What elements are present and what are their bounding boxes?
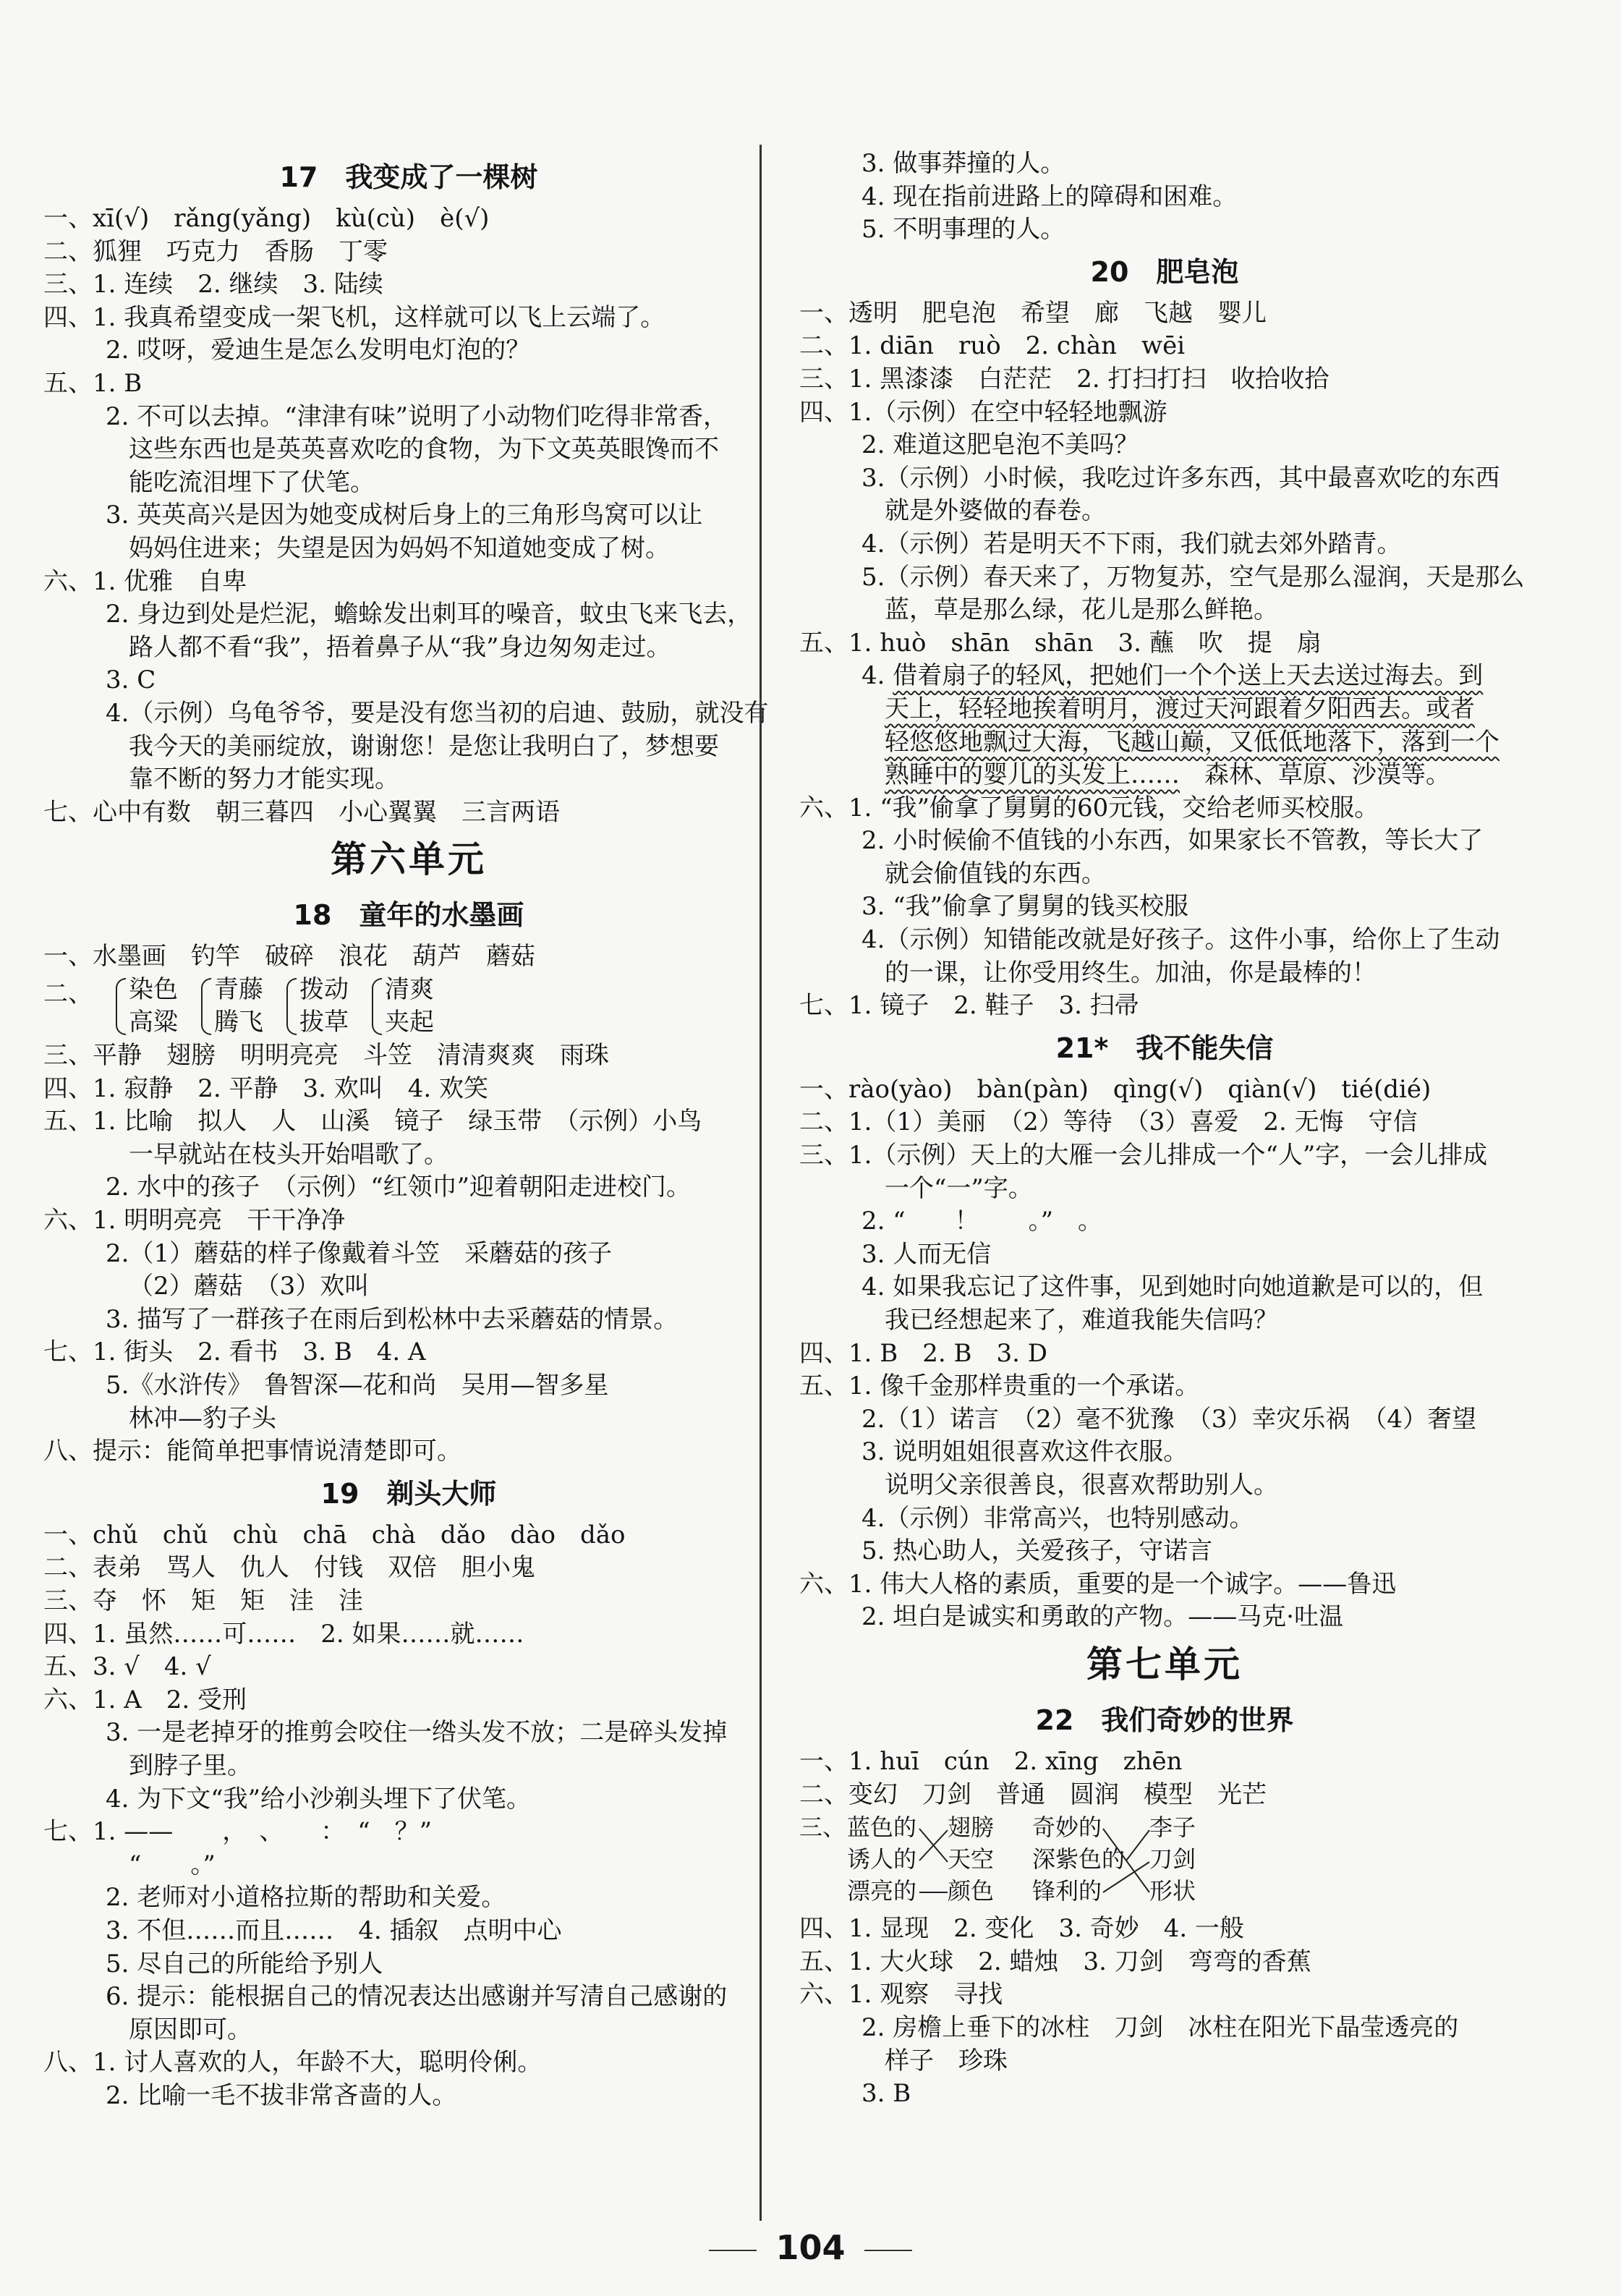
- unit-title: 第六单元: [331, 838, 487, 881]
- answer-text: 一、chǔ chǔ chù chā chà dǎo dào dǎo: [43, 1520, 626, 1549]
- answer-line: [799, 528, 1530, 561]
- answer-text: 3. 一是老掉牙的推剪会咬住一绺头发不放；二是碎头发掉: [106, 1718, 728, 1748]
- wavy-underlined-text: 借着扇子的轻风，把她们一个个送上天去送过海去。到: [893, 661, 1484, 691]
- answer-text: 二、变幻 刀剑 普通 圆润 模型 光芒: [799, 1780, 1267, 1809]
- answer-line: [43, 302, 774, 335]
- page-number: 104: [775, 2228, 846, 2267]
- match-word: 形状: [1149, 1877, 1196, 1905]
- answer-line: [43, 1204, 774, 1238]
- answer-text: 样子 珍珠: [885, 2046, 1008, 2075]
- answer-line: [799, 363, 1530, 396]
- answer-line: [43, 1403, 774, 1436]
- answer-line: [799, 495, 1530, 528]
- answer-text: 3. 英英高兴是因为她变成树后身上的三角形鸟窝可以让: [106, 501, 703, 530]
- answer-text: 原因即可。: [129, 2015, 252, 2044]
- answer-text: 七、心中有数 朝三暮四 小心翼翼 三言两语: [43, 797, 560, 827]
- answer-line: [43, 1304, 774, 1337]
- answer-line: [43, 1105, 774, 1139]
- answer-text: 蓝，草是那么绿，花儿是那么鲜艳。: [885, 595, 1278, 625]
- answer-text: 4. 现在指前进路上的障碍和困难。: [861, 182, 1238, 211]
- answer-line: [43, 1915, 774, 1948]
- answer-text: 二、表弟 骂人 仇人 付钱 双倍 胆小鬼: [43, 1553, 535, 1583]
- match-line: [1103, 1862, 1149, 1892]
- answer-line: [43, 1171, 774, 1204]
- section-title: 22 我们奇妙的世界: [1035, 1704, 1294, 1736]
- answer-text: 我已经想起来了，难道我能失信吗？: [885, 1306, 1278, 1335]
- word-group-item: 拔草: [299, 1008, 349, 1037]
- unit-title: 第七单元: [1086, 1643, 1243, 1685]
- answer-line: [43, 566, 774, 599]
- answer-text: 路人都不看“我”，捂着鼻子从“我”身边匆匆走过。: [129, 632, 671, 662]
- answer-line: [43, 334, 774, 367]
- match-word: 漂亮的: [847, 1877, 917, 1905]
- answer-line: [43, 1139, 774, 1172]
- answer-line: [799, 990, 1530, 1023]
- answer-text: 3. 不但……而且…… 4. 插叙 点明中心: [106, 1916, 562, 1945]
- answer-line: [43, 532, 774, 566]
- answer-text: 五、1. huò shān shān 3. 蘸 吹 提 扇: [799, 628, 1322, 658]
- wavy-underlined-text: 天上，轻轻地挨着明月，渡过天河跟着夕阳西去。或者: [885, 694, 1475, 723]
- answer-line: [43, 1039, 774, 1073]
- answer-line: [43, 401, 774, 434]
- answer-line: [799, 1436, 1530, 1469]
- answer-text: 3. 人而无信: [861, 1239, 992, 1269]
- answer-text: 七、1. 街头 2. 看书 3. B 4. A: [43, 1338, 426, 1367]
- answer-text: 4.（示例）非常高兴，也特别感动。: [861, 1503, 1254, 1533]
- answer-text: 六、1. 明明亮亮 干干净净: [43, 1206, 346, 1236]
- answer-line: [799, 924, 1530, 957]
- answer-text: 2. 坦白是诚实和勇敢的产物。——马克·吐温: [861, 1602, 1344, 1632]
- answer-line: [799, 2012, 1530, 2045]
- column-divider: [760, 145, 762, 2221]
- answer-line: [43, 940, 774, 974]
- footer-dash-right: [864, 2250, 912, 2251]
- answer-line: [43, 796, 774, 830]
- answer-text: 6. 提示：能根据自己的情况表达出感谢并写清自己感谢的: [106, 1982, 728, 2012]
- answer-text: 四、1. 我真希望变成一架飞机，这样就可以飞上云端了。: [43, 302, 665, 332]
- answer-line: [43, 1684, 774, 1717]
- answer-text: （2）蘑菇 （3）欢叫: [129, 1272, 370, 1301]
- answer-text: 三、夺 怀 矩 矩 洼 洼: [43, 1586, 363, 1615]
- section-title: 21* 我不能失信: [1055, 1032, 1274, 1064]
- answer-text: 三、1.（示例）天上的大雁一会儿排成一个“人”字，一会儿排成: [799, 1141, 1488, 1170]
- answer-line: [799, 1601, 1530, 1634]
- answer-line: [43, 1651, 774, 1684]
- answer-line: [799, 627, 1530, 660]
- answer-line: [43, 2014, 774, 2047]
- word-group-item: 染色: [129, 974, 178, 1004]
- answer-text: 4.（示例）乌龟爷爷，要是没有您当初的启迪、鼓励，就没有: [106, 698, 769, 728]
- answer-text: 四、1. B 2. B 3. D: [799, 1338, 1047, 1368]
- answer-text: 2.（1）蘑菇的样子像戴着斗笠 采蘑菇的孩子: [106, 1238, 613, 1268]
- answer-line: [799, 561, 1530, 595]
- answer-text: 4.（示例）若是明天不下雨，我们就去郊外踏青。: [861, 529, 1402, 558]
- answer-line: [799, 1106, 1530, 1139]
- answer-text: 五、3. √ 4. √: [43, 1652, 211, 1682]
- answer-line: [43, 1816, 774, 1849]
- answer-text: 2. 难道这肥皂泡不美吗？: [861, 430, 1139, 460]
- answer-text: 一、xī(√) rǎng(yǎng) kù(cù) è(√): [43, 204, 490, 233]
- answer-text: 我今天的美丽绽放，谢谢您！是您让我明白了，梦想要: [129, 731, 719, 761]
- answer-text: 3. B: [861, 2079, 911, 2109]
- answer-line: [799, 1271, 1530, 1304]
- answer-line: [43, 1073, 774, 1106]
- answer-text: 3. “我”偷拿了舅舅的钱买校服: [861, 892, 1189, 922]
- answer-line: [799, 2078, 1530, 2111]
- answer-text: 四、1. 虽然……可…… 2. 如果……就……: [43, 1619, 524, 1649]
- answer-line: [43, 1948, 774, 1981]
- answer-text: 3. C: [106, 666, 156, 695]
- answer-line: [799, 825, 1530, 858]
- answer-line: [43, 1981, 774, 2014]
- answer-line: [799, 1535, 1530, 1568]
- answer-line: [799, 297, 1530, 331]
- answer-text: 5.《水浒传》 鲁智深—花和尚 吴用—智多星: [106, 1371, 609, 1400]
- answer-text: 能吃流泪埋下了伏笔。: [129, 467, 375, 497]
- answer-line: [799, 1370, 1530, 1403]
- answer-text: 4.: [861, 661, 893, 691]
- answer-line: [43, 236, 774, 269]
- answer-text: 五、1. 比喻 拟人 人 山溪 镜子 绿玉带 （示例）小鸟: [43, 1107, 702, 1136]
- answer-text: 说明父亲很善良，很喜欢帮助别人。: [885, 1470, 1278, 1500]
- section-title: 17 我变成了一棵树: [279, 161, 538, 193]
- answer-line: [799, 330, 1530, 363]
- answer-line: [43, 1849, 774, 1882]
- answer-text: 3. 做事莽撞的人。: [861, 149, 1065, 178]
- answer-line: [799, 181, 1530, 214]
- match-word: 奇妙的: [1032, 1814, 1102, 1842]
- wavy-underlined-text: 轻悠悠地飘过大海，飞越山巅，又低低地落下，落到一个: [885, 727, 1499, 757]
- answer-line: [43, 632, 774, 665]
- answer-line: [799, 2045, 1530, 2078]
- word-group-item: 夹起: [385, 1008, 434, 1037]
- answer-line: [799, 1502, 1530, 1536]
- answer-line: [799, 660, 1530, 693]
- answer-text: 一、1. huī cún 2. xīng zhēn: [799, 1746, 1183, 1776]
- answer-line: [43, 1882, 774, 1915]
- answer-line: [43, 1585, 774, 1618]
- answer-line: [43, 1519, 774, 1552]
- match-word: 颜色: [948, 1877, 995, 1905]
- word-group-item: 青藤: [214, 974, 263, 1004]
- answer-text: 5. 不明事理的人。: [861, 215, 1065, 245]
- answer-line: [799, 1978, 1530, 2012]
- answer-line: [43, 2046, 774, 2080]
- answer-text: 2. 不可以去掉。“津津有味”说明了小动物们吃得非常香，: [106, 401, 728, 431]
- answer-text: 5.（示例）春天来了，万物复苏，空气是那么湿润，天是那么: [861, 562, 1525, 592]
- word-group-item: 高粱: [129, 1008, 178, 1037]
- answer-line: [799, 1073, 1530, 1107]
- word-group-item: 拨动: [299, 974, 349, 1004]
- answer-line: [43, 1717, 774, 1750]
- answer-text: 2. 哎呀，爱迪生是怎么发明电灯泡的？: [106, 336, 531, 365]
- answer-line: [43, 664, 774, 697]
- match-word: 天空: [948, 1845, 995, 1874]
- answer-text: 三、1. 连续 2. 继续 3. 陆续: [43, 270, 383, 299]
- answer-line: [799, 1946, 1530, 1979]
- answer-line: [799, 462, 1530, 496]
- answer-text: 林冲—豹子头: [129, 1403, 276, 1433]
- answer-text: 2. 水中的孩子 （示例）“红领巾”迎着朝阳走进校门。: [106, 1173, 692, 1202]
- word-group-item: 清爽: [385, 974, 434, 1004]
- answer-text: 三、1. 黑漆漆 白茫茫 2. 打扫打扫 收拾收拾: [799, 364, 1329, 394]
- answer-text: 5. 热心助人，关爱孩子，守诺言: [861, 1536, 1213, 1566]
- answer-line: [799, 594, 1530, 627]
- answer-line: [799, 1913, 1530, 1946]
- page-footer: [0, 2228, 1621, 2267]
- answer-text: 4. 为下文“我”给小沙剃头埋下了伏笔。: [106, 1784, 532, 1814]
- match-word: 诱人的: [847, 1845, 917, 1874]
- answer-line: [799, 792, 1530, 825]
- answer-line: [43, 1238, 774, 1271]
- answer-line: [799, 858, 1530, 891]
- answer-text: 4. 如果我忘记了这件事，见到她时向她道歉是可以的，但: [861, 1272, 1484, 1302]
- answer-text: 2. “ ！ 。” 。: [861, 1207, 1103, 1236]
- answer-text: 六、1. A 2. 受刑: [43, 1685, 247, 1714]
- word-group: [282, 974, 349, 1039]
- answer-line: [799, 1403, 1530, 1437]
- answer-text: 4.（示例）知错能改就是好孩子。这件小事，给你上了生动: [861, 925, 1500, 955]
- answer-text: 七、1. —— ， 、 ： “ ？”: [43, 1817, 433, 1847]
- word-group-item: 腾飞: [214, 1008, 263, 1037]
- match-word: 刀剑: [1149, 1845, 1196, 1874]
- wavy-underlined-text: 熟睡中的婴儿的头发上……: [885, 760, 1180, 790]
- match-word: 深紫色的: [1032, 1845, 1126, 1874]
- answer-line: [43, 268, 774, 302]
- answer-text: 六、1. 优雅 自卑: [43, 566, 247, 596]
- matching-lines: [799, 1811, 1248, 1913]
- answer-line: [799, 1469, 1530, 1502]
- word-group-row: [43, 974, 774, 1039]
- answer-line: [43, 367, 774, 401]
- answer-text: 八、1. 讨人喜欢的人，年龄不大，聪明伶俐。: [43, 2048, 543, 2078]
- answer-text: 二、1.（1）美丽 （2）等待 （3）喜爱 2. 无悔 守信: [799, 1107, 1418, 1137]
- section-title: 20 肥皂泡: [1090, 255, 1239, 288]
- answer-text: 六、1. 伟大人格的素质，重要的是一个诚字。——鲁迅: [799, 1569, 1397, 1599]
- answer-line: [43, 1783, 774, 1816]
- word-group: [197, 974, 263, 1039]
- answer-line: [799, 693, 1530, 726]
- answer-line: [799, 1304, 1530, 1338]
- section-title: 18 童年的水墨画: [293, 899, 524, 932]
- answer-text: 的一课，让你受用终生。加油，你是最棒的！: [885, 958, 1377, 987]
- answer-line: [799, 213, 1530, 247]
- answer-text: 一、透明 肥皂泡 希望 廊 飞越 婴儿: [799, 298, 1267, 328]
- answer-line: [43, 1750, 774, 1783]
- answer-text: 就会偷值钱的东西。: [885, 859, 1106, 888]
- answer-line: [43, 1435, 774, 1468]
- answer-line: [799, 1238, 1530, 1272]
- answer-line: [799, 957, 1530, 990]
- answer-text: 2. 小时候偷不值钱的小东西，如果家长不管教，等长大了: [861, 826, 1484, 856]
- answer-text: 七、1. 镜子 2. 鞋子 3. 扫帚: [799, 991, 1139, 1021]
- match-word: 李子: [1149, 1814, 1196, 1842]
- right-column: [799, 148, 1530, 2111]
- answer-text: 3.（示例）小时候，我吃过许多东西，其中最喜欢吃的东西: [861, 463, 1500, 493]
- match-line: [1126, 1830, 1149, 1861]
- answer-line: [43, 2080, 774, 2113]
- answer-line: [43, 697, 774, 731]
- answer-text: 四、1. 寂静 2. 平静 3. 欢叫 4. 欢笑: [43, 1073, 488, 1103]
- answer-line: [43, 1618, 774, 1651]
- answer-line: [799, 429, 1530, 462]
- answer-line: [799, 1173, 1530, 1206]
- answer-line: [43, 433, 774, 467]
- answer-line: [799, 1779, 1530, 1812]
- answer-text: 五、1. 大火球 2. 蜡烛 3. 刀剑 弯弯的香蕉: [799, 1947, 1311, 1976]
- answer-line: [43, 1336, 774, 1369]
- answer-text: 2.（1）诺言 （2）毫不犹豫 （3）幸灾乐祸 （4）奢望: [861, 1404, 1476, 1434]
- answer-text: 2. 房檐上垂下的冰柱 刀剑 冰柱在阳光下晶莹透亮的: [861, 2012, 1459, 2042]
- answer-text-after: 森林、草原、沙漠等。: [1180, 760, 1450, 790]
- answer-text: 八、提示：能简单把事情说清楚即可。: [43, 1437, 461, 1466]
- match-word: 锋利的: [1032, 1877, 1102, 1905]
- answer-text: 五、1. B: [43, 368, 142, 398]
- answer-line: [43, 499, 774, 532]
- answer-text: 四、1. 显现 2. 变化 3. 奇妙 4. 一般: [799, 1914, 1244, 1944]
- answer-line: [43, 1369, 774, 1403]
- answer-text: 二、狐狸 巧克力 香肠 丁零: [43, 237, 388, 266]
- answer-text: 三、平静 翅膀 明明亮亮 斗笠 清清爽爽 雨珠: [43, 1041, 609, 1071]
- answer-text: 3. 说明姐姐很喜欢这件衣服。: [861, 1437, 1188, 1467]
- answer-text: 2. 老师对小道格拉斯的帮助和关爱。: [106, 1883, 506, 1913]
- answer-line: [799, 1205, 1530, 1238]
- answer-line: [43, 1270, 774, 1304]
- answer-text: 3. 描写了一群孩子在雨后到松林中去采蘑菇的情景。: [106, 1304, 678, 1334]
- answer-line: [43, 467, 774, 500]
- answer-text: 2. 比喻一毛不拔非常吝啬的人。: [106, 2080, 457, 2110]
- answer-line: [799, 1139, 1530, 1173]
- answer-line: [799, 1568, 1530, 1602]
- answer-text: 5. 尽自己的所能给予别人: [106, 1949, 383, 1978]
- answer-text: 妈妈住进来；失望是因为妈妈不知道她变成了树。: [129, 533, 670, 563]
- match-word: 蓝色的: [847, 1814, 917, 1842]
- answer-text: 2. 身边到处是烂泥，蟾蜍发出刺耳的噪音，蚊虫飞来飞去，: [106, 600, 752, 629]
- answer-text: 靠不断的努力才能实现。: [129, 765, 399, 794]
- matching-exercise: [799, 1811, 1530, 1913]
- answer-text: 五、1. 像千金那样贵重的一个承诺。: [799, 1372, 1200, 1401]
- answer-text: 就是外婆做的春卷。: [885, 496, 1106, 526]
- answer-line: [799, 759, 1530, 792]
- answer-line: [43, 731, 774, 764]
- word-group: [367, 974, 434, 1039]
- answer-line: [43, 1552, 774, 1585]
- answer-text: 一、rào(yào) bàn(pàn) qìng(√) qiàn(√) tié(dié): [799, 1074, 1431, 1104]
- item-prefix: 二、: [43, 979, 93, 1008]
- item-prefix: 三、: [799, 1814, 846, 1842]
- answer-text: 一、水墨画 钓竿 破碎 浪花 葫芦 蘑菇: [43, 942, 535, 971]
- section-title: 19 剃头大师: [320, 1477, 497, 1510]
- answer-text: 六、1. “我”偷拿了舅舅的60元钱，交给老师买校服。: [799, 793, 1379, 822]
- answer-text: 到脖子里。: [129, 1751, 252, 1780]
- footer-dash-left: [709, 2250, 757, 2251]
- answer-text: 四、1.（示例）在空中轻轻地飘游: [799, 397, 1167, 427]
- answer-line: [799, 726, 1530, 760]
- left-column: [43, 152, 774, 2112]
- match-word: 翅膀: [948, 1814, 995, 1842]
- answer-text: 二、1. diān ruò 2. chàn wēi: [799, 331, 1186, 361]
- answer-text: 六、1. 观察 寻找: [799, 1980, 1003, 2010]
- answer-line: [799, 1746, 1530, 1779]
- answer-line: [43, 598, 774, 632]
- answer-line: [43, 763, 774, 796]
- answer-text: 这些东西也是英英喜欢吃的食物，为下文英英眼馋而不: [129, 435, 719, 464]
- word-group: [111, 974, 178, 1039]
- answer-line: [799, 148, 1530, 181]
- answer-line: [799, 396, 1530, 430]
- answer-line: [799, 890, 1530, 924]
- answer-line: [799, 1338, 1530, 1371]
- answer-text: “ 。”: [129, 1850, 216, 1879]
- answer-line: [43, 203, 774, 236]
- answer-text: 一个“一”字。: [885, 1173, 1033, 1203]
- answer-text: 一早就站在枝头开始唱歌了。: [129, 1139, 448, 1169]
